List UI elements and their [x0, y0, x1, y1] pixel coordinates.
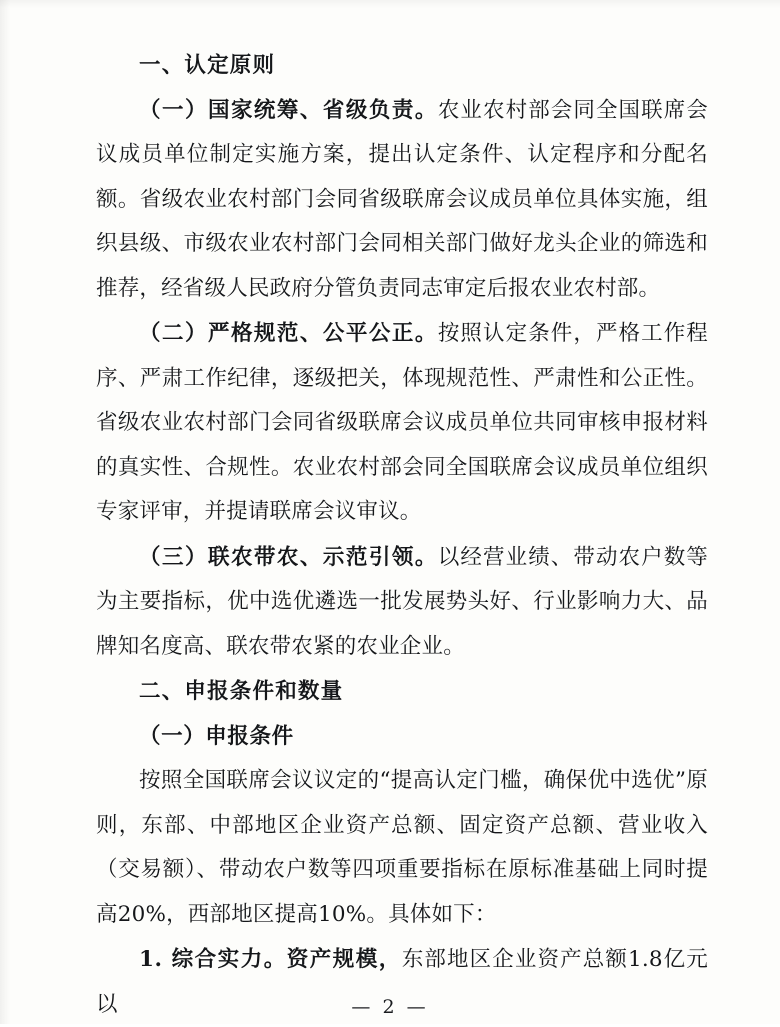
section-heading-2: 二、申报条件和数量 [139, 679, 344, 704]
paragraph-3-lead: （三）联农带农、示范引领。 [139, 544, 438, 570]
paragraph-4: 按照全国联席会议议定的“提高认定门槛，确保优中选优”原则，东部、中部地区企业资产总额、固定资产总额、营业收入（交易额）、带动农户数等四项重要指标在原标准基础上同时提高20%，西部地区提高10%。具体如下： [96, 768, 708, 927]
paragraph-2-lead: （二）严格规范、公平公正。 [139, 321, 438, 346]
paragraph-3-text: 以经营业绩、带动农户数等为主要指标，优中选优遴选一批发展势头好、行业影响力大、品牌知名度高、联农带农紧的农业企业。 [96, 544, 708, 659]
page-number: — 2 — [351, 996, 429, 1018]
paragraph-2-text: 按照认定条件，严格工作程序、严肃工作纪律，逐级把关，体现规范性、严肃性和公正性。省级农业农村部门会同省级联席会议成员单位共同审核申报材料的真实性、合规性。农业农村部会同全国联席会议成员单位组织专家评审，并提请联席会议审议。 [96, 321, 708, 524]
paragraph-2 [96, 312, 708, 535]
paragraph-1 [96, 89, 708, 312]
document-body [96, 44, 708, 1027]
subsection-heading-1: （一）申报条件 [139, 723, 294, 749]
paragraph-5-lead: 1. 综合实力。资产规模， [139, 947, 402, 972]
scan-edge-left [0, 0, 10, 1024]
scan-edge-top [0, 0, 780, 8]
paragraph-1-text: 农业农村部会同全国联席会议成员单位制定实施方案，提出认定条件、认定程序和分配名额。省级农业农村部门会同省级联席会议成员单位具体实施，组织县级、市级农业农村部门会同相关部门做好龙头企业的筛选和推荐，经省级人民政府分管负责同志审定后报农业农村部。 [96, 97, 708, 301]
section-heading-1: 一、认定原则 [139, 53, 276, 78]
paragraph-3 [96, 536, 708, 670]
paragraph-5-text: 东部地区企业资产总额1.8亿元以 [96, 947, 708, 1017]
paragraph-1-lead: （一）国家统筹、省级负责。 [139, 97, 438, 123]
